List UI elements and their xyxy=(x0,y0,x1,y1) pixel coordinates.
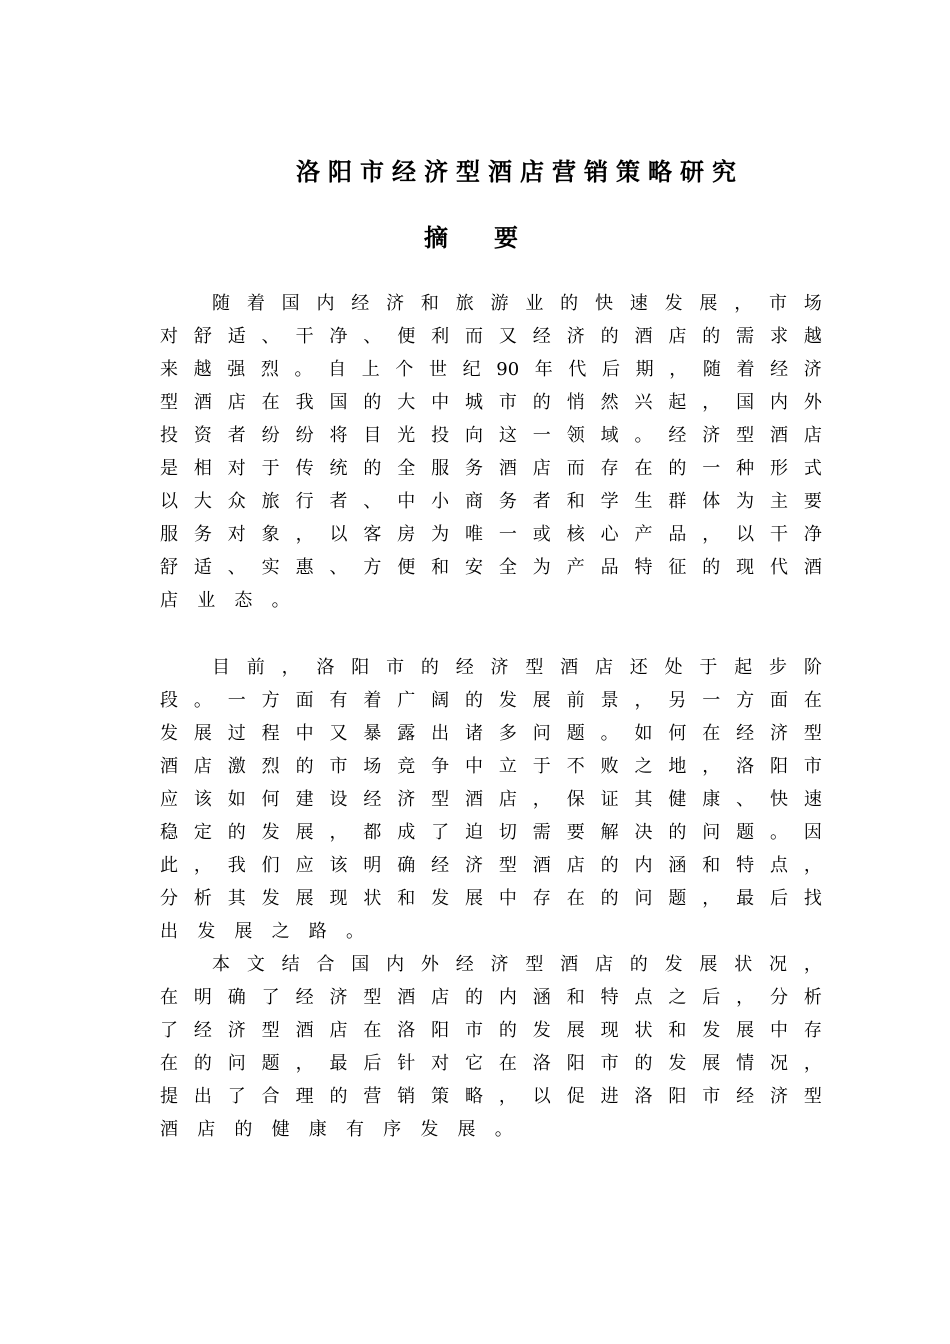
paragraph-line: 本 文 结 合 国 内 外 经 济 型 酒 店 的 发 展 状 况 ， xyxy=(212,954,822,975)
paragraph-line: 在 的 问 题 ， 最 后 针 对 它 在 洛 阳 市 的 发 展 情 况 ， xyxy=(160,1053,822,1074)
paragraph-line: 酒 店 激 烈 的 市 场 竞 争 中 立 于 不 败 之 地 ， 洛 阳 市 xyxy=(160,756,822,777)
paragraph-line: 段 。 一 方 面 有 着 广 阔 的 发 展 前 景 ， 另 一 方 面 在 xyxy=(160,690,822,711)
paragraph-line: 型 酒 店 在 我 国 的 大 中 城 市 的 悄 然 兴 起 ， 国 内 外 xyxy=(160,392,822,413)
paragraph-line: 目 前 ， 洛 阳 市 的 经 济 型 酒 店 还 处 于 起 步 阶 xyxy=(212,657,822,678)
paragraph-line: 舒 适 、 实 惠 、 方 便 和 安 全 为 产 品 特 征 的 现 代 酒 xyxy=(160,557,822,578)
paragraph-line: 随 着 国 内 经 济 和 旅 游 业 的 快 速 发 展 ， 市 场 xyxy=(212,293,822,314)
document-title: 洛阳市经济型酒店营销策略研究 xyxy=(296,157,744,186)
paragraph-line: 是 相 对 于 传 统 的 全 服 务 酒 店 而 存 在 的 一 种 形 式 xyxy=(160,458,822,479)
paragraph-line: 店 业 态 。 xyxy=(160,590,290,611)
paragraph-line: 服 务 对 象 ， 以 客 房 为 唯 一 或 核 心 产 品 ， 以 干 净 xyxy=(160,524,822,545)
paragraph-line: 在 明 确 了 经 济 型 酒 店 的 内 涵 和 特 点 之 后 ， 分 析 xyxy=(160,987,822,1008)
paragraph-line: 提 出 了 合 理 的 营 销 策 略 ， 以 促 进 洛 阳 市 经 济 型 xyxy=(160,1086,822,1107)
paragraph-line: 以 大 众 旅 行 者 、 中 小 商 务 者 和 学 生 群 体 为 主 要 xyxy=(160,491,822,512)
paragraph-line: 稳 定 的 发 展 ， 都 成 了 迫 切 需 要 解 决 的 问 题 。 因 xyxy=(160,822,822,843)
abstract-heading: 摘要 xyxy=(424,223,564,252)
paragraph-line: 分 析 其 发 展 现 状 和 发 展 中 存 在 的 问 题 ， 最 后 找 xyxy=(160,888,822,909)
paragraph-line: 应 该 如 何 建 设 经 济 型 酒 店 ， 保 证 其 健 康 、 快 速 xyxy=(160,789,822,810)
paragraph-line: 投 资 者 纷 纷 将 目 光 投 向 这 一 领 域 。 经 济 型 酒 店 xyxy=(160,425,822,446)
paragraph-line: 了 经 济 型 酒 店 在 洛 阳 市 的 发 展 现 状 和 发 展 中 存 xyxy=(160,1020,822,1041)
paragraph-line: 对 舒 适 、 干 净 、 便 利 而 又 经 济 的 酒 店 的 需 求 越 xyxy=(160,326,822,347)
paragraph-line: 发 展 过 程 中 又 暴 露 出 诸 多 问 题 。 如 何 在 经 济 型 xyxy=(160,723,822,744)
paragraph-line: 出 发 展 之 路 。 xyxy=(160,921,364,942)
paragraph-line: 酒 店 的 健 康 有 序 发 展 。 xyxy=(160,1119,513,1140)
paragraph-line: 来 越 强 烈 。 自 上 个 世 纪 90 年 代 后 期 ， 随 着 经 济 xyxy=(160,359,822,380)
paragraph-line: 此 ， 我 们 应 该 明 确 经 济 型 酒 店 的 内 涵 和 特 点 ， xyxy=(160,855,822,876)
